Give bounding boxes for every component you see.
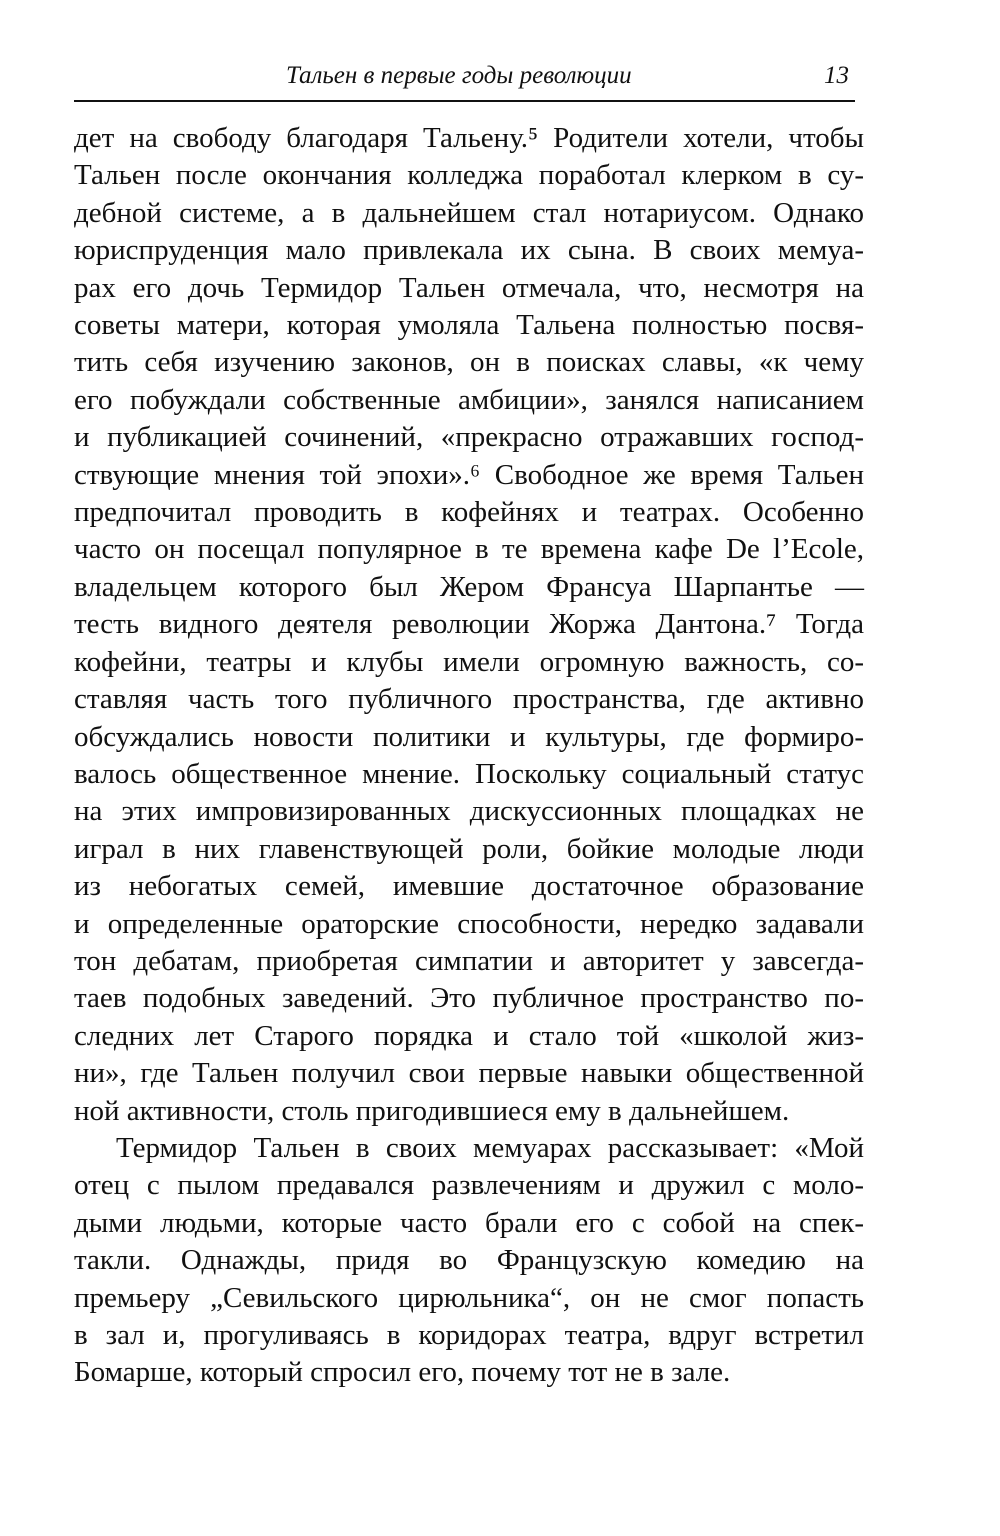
text-line: таев подобных заведений. Это публичное пространство по- — [74, 982, 864, 1015]
text-line: дыми людьми, которые часто брали его с собой на спек- — [74, 1206, 864, 1239]
text-line: ствующие мнения той эпохи».⁶ Свободное же время Тальен — [74, 458, 864, 491]
page-number: 13 — [824, 62, 849, 89]
text-line: часто он посещал популярное в те времена кафе De l’Ecole, — [74, 533, 864, 566]
text-line: ставляя часть того публичного пространства, где активно — [74, 683, 864, 716]
text-line: играл в них главенствующей роли, бойкие молодые люди — [74, 832, 864, 865]
text-line: советы матери, которая умоляла Тальена полностью посвя- — [74, 309, 864, 342]
text-line: в зал и, прогуливаясь в коридорах театра, вдруг встретил — [74, 1319, 864, 1351]
text-line: юриспруденция мало привлекала их сына. В своих мемуа- — [74, 234, 864, 267]
text-line: валось общественное мнение. Поскольку социальный статус — [74, 757, 864, 790]
text-line: тон дебатам, приобретая симпатии и авторитет у завсегда- — [74, 944, 864, 977]
text-line: такли. Однажды, придя во Французскую комедию на — [74, 1244, 864, 1277]
text-line: его побуждали собственные амбиции», занялся написанием — [74, 383, 864, 416]
text-line: обсуждались новости политики и культуры, где формиро- — [74, 720, 864, 753]
text-line: ни», где Тальен получил свои первые навыки общественной — [74, 1057, 864, 1090]
text-line: на этих импровизированных дискуссионных площадках не — [74, 795, 864, 828]
text-line: предпочитал проводить в кофейнях и театрах. Особенно — [74, 496, 864, 529]
text-line: дет на свободу благодаря Тальену.⁵ Родители хотели, чтобы — [74, 122, 864, 154]
text-line: и определенные ораторские способности, нередко задавали — [74, 907, 864, 940]
text-line: владельцем которого был Жером Франсуа Шарпантье — — [74, 570, 864, 603]
text-line: Термидор Тальен в своих мемуарах рассказывает: «Мой — [116, 1131, 864, 1164]
text-line: Бомарше, который спросил его, почему тот не в зале. — [74, 1356, 731, 1389]
text-line: дебной системе, а в дальнейшем стал нотариусом. Однако — [74, 196, 864, 229]
text-line: премьеру „Севильского цирюльника“, он не смог попасть — [74, 1281, 864, 1314]
text-line: отец с пылом предавался развлечениям и дружил с моло- — [74, 1169, 864, 1202]
text-line: следних лет Старого порядка и стало той «школой жиз- — [74, 1019, 864, 1052]
running-head — [74, 60, 855, 102]
text-line: тить себя изучению законов, он в поисках славы, «к чему — [74, 346, 864, 379]
text-line: ной активности, столь пригодившиеся ему в дальнейшем. — [74, 1094, 790, 1127]
running-title: Тальен в первые годы революции — [286, 62, 632, 89]
text-line: тесть видного деятеля революции Жоржа Дантона.⁷ Тогда — [74, 608, 864, 641]
text-line: и публикацией сочинений, «прекрасно отражавших господ- — [74, 421, 864, 454]
body-text — [74, 120, 864, 1392]
text-line: рах его дочь Термидор Тальен отмечала, что, несмотря на — [74, 271, 864, 304]
text-line: кофейни, театры и клубы имели огромную важность, со- — [74, 645, 864, 678]
text-line: из небогатых семей, имевшие достаточное образование — [74, 870, 864, 903]
text-line: Тальен после окончания колледжа поработал клерком в су- — [74, 159, 864, 192]
